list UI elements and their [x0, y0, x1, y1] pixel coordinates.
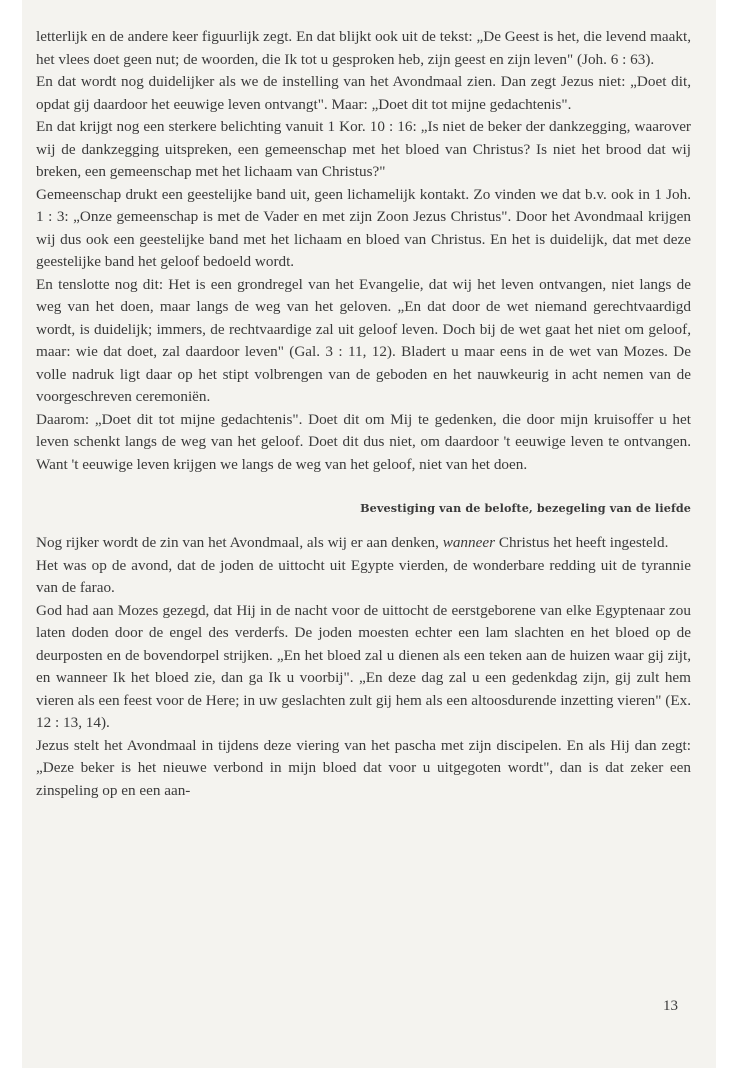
page-number: 13	[663, 998, 678, 1014]
text-run: Christus het heeft ingesteld.	[495, 534, 669, 551]
paragraph: God had aan Mozes gezegd, dat Hij in de nacht voor de uittocht de eerstgeborene van elke Egyptenaar zou laten doden door de engel des verderfs. De joden moesten echter een lam slachten en het bloed op de deurposten en de bovendorpel strijken. „En het bloed zal u dienen als een teken aan de huizen waar gij zijt, en wanneer Ik het bloed zie, dan ga Ik u voorbij". „En deze dag zal u een gedenkdag zijn, gij zult hem vieren als een feest voor de Here; in uw geslachten zult gij hem als een altoosdurende inzetting vieren" (Ex. 12 : 13, 14).	[36, 601, 691, 731]
paragraph-wanneer	[36, 532, 691, 555]
text-run: Nog rijker wordt de zin van het Avondmaal, als wij er aan denken,	[36, 534, 443, 551]
emphasis-word: wanneer	[442, 534, 496, 551]
paragraph: Jezus stelt het Avondmaal in tijdens deze viering van het pascha met zijn discipelen. En als Hij dan zegt: „Deze beker is het nieuwe verbond in mijn bloed dat voor u uitgegoten wordt", dan is dat zeker een zinspeling op en een aan-	[36, 736, 691, 799]
paragraph: Gemeenschap drukt een geestelijke band uit, geen lichamelijk kontakt. Zo vinden we dat b.v. ook in 1 Joh. 1 : 3: „Onze gemeenschap is met de Vader en met zijn Zoon Jezus Christus". Door het Avondmaal krijgen wij dus ook een geestelijke band met het lichaam en bloed van Christus. En het is duidelijk, dat met deze geestelijke band het geloof bedoeld wordt.	[36, 185, 691, 270]
paragraph: En dat krijgt nog een sterkere belichting vanuit 1 Kor. 10 : 16: „Is niet de beker der dankzegging, waarover wij de dankzegging uitspreken, een gemeenschap met het bloed van Christus? Is niet het brood dat wij breken, een gemeenschap met het lichaam van Christus?"	[36, 118, 691, 180]
section-heading: Bevestiging van de belofte, bezegeling van de liefde	[360, 501, 691, 515]
paragraph: En dat wordt nog duidelijker als we de instelling van het Avondmaal zien. Dan zegt Jezus niet: „Doet dit, opdat gij daardoor het eeuwige leven ontvangt". Maar: „Doet dit tot mijne gedachtenis".	[36, 73, 691, 113]
book-page	[22, 0, 716, 1068]
paragraph: Daarom: „Doet dit tot mijne gedachtenis". Doet dit om Mij te gedenken, die door mijn kruisoffer u het leven schenkt langs de weg van het geloof. Doet dit dus niet, om daardoor 't eeuwige leven te ontvangen. Want 't eeuwige leven krijgen we langs de weg van het geloof, niet van het doen.	[36, 410, 691, 473]
paragraph: letterlijk en de andere keer figuurlijk zegt. En dat blijkt ook uit de tekst: „De Geest is het, die levend maakt, het vlees doet geen nut; de woorden, die Ik tot u gesproken heb, zijn geest en zijn leven" (Joh. 6 : 63).	[36, 28, 691, 68]
paragraph: Het was op de avond, dat de joden de uittocht uit Egypte vierden, de wonderbare redding uit de tyrannie van de farao.	[36, 556, 691, 596]
paragraph: En tenslotte nog dit: Het is een grondregel van het Evangelie, dat wij het leven ontvangen, niet langs de weg van het doen, maar langs de weg van het geloven. „En dat door de wet niemand gerechtvaardigd wordt, is duidelijk; immers, de rechtvaardige zal uit geloof leven. Doch bij de wet gaat het niet om geloof, maar: wie dat doet, zal daardoor leven" (Gal. 3 : 11, 12). Bladert u maar eens in de wet van Mozes. De volle nadruk ligt daar op het stipt volbrengen van de geboden en het nauwkeurig in acht nemen van de voorgeschreven ceremoniën.	[36, 275, 691, 405]
body-text	[36, 26, 691, 802]
